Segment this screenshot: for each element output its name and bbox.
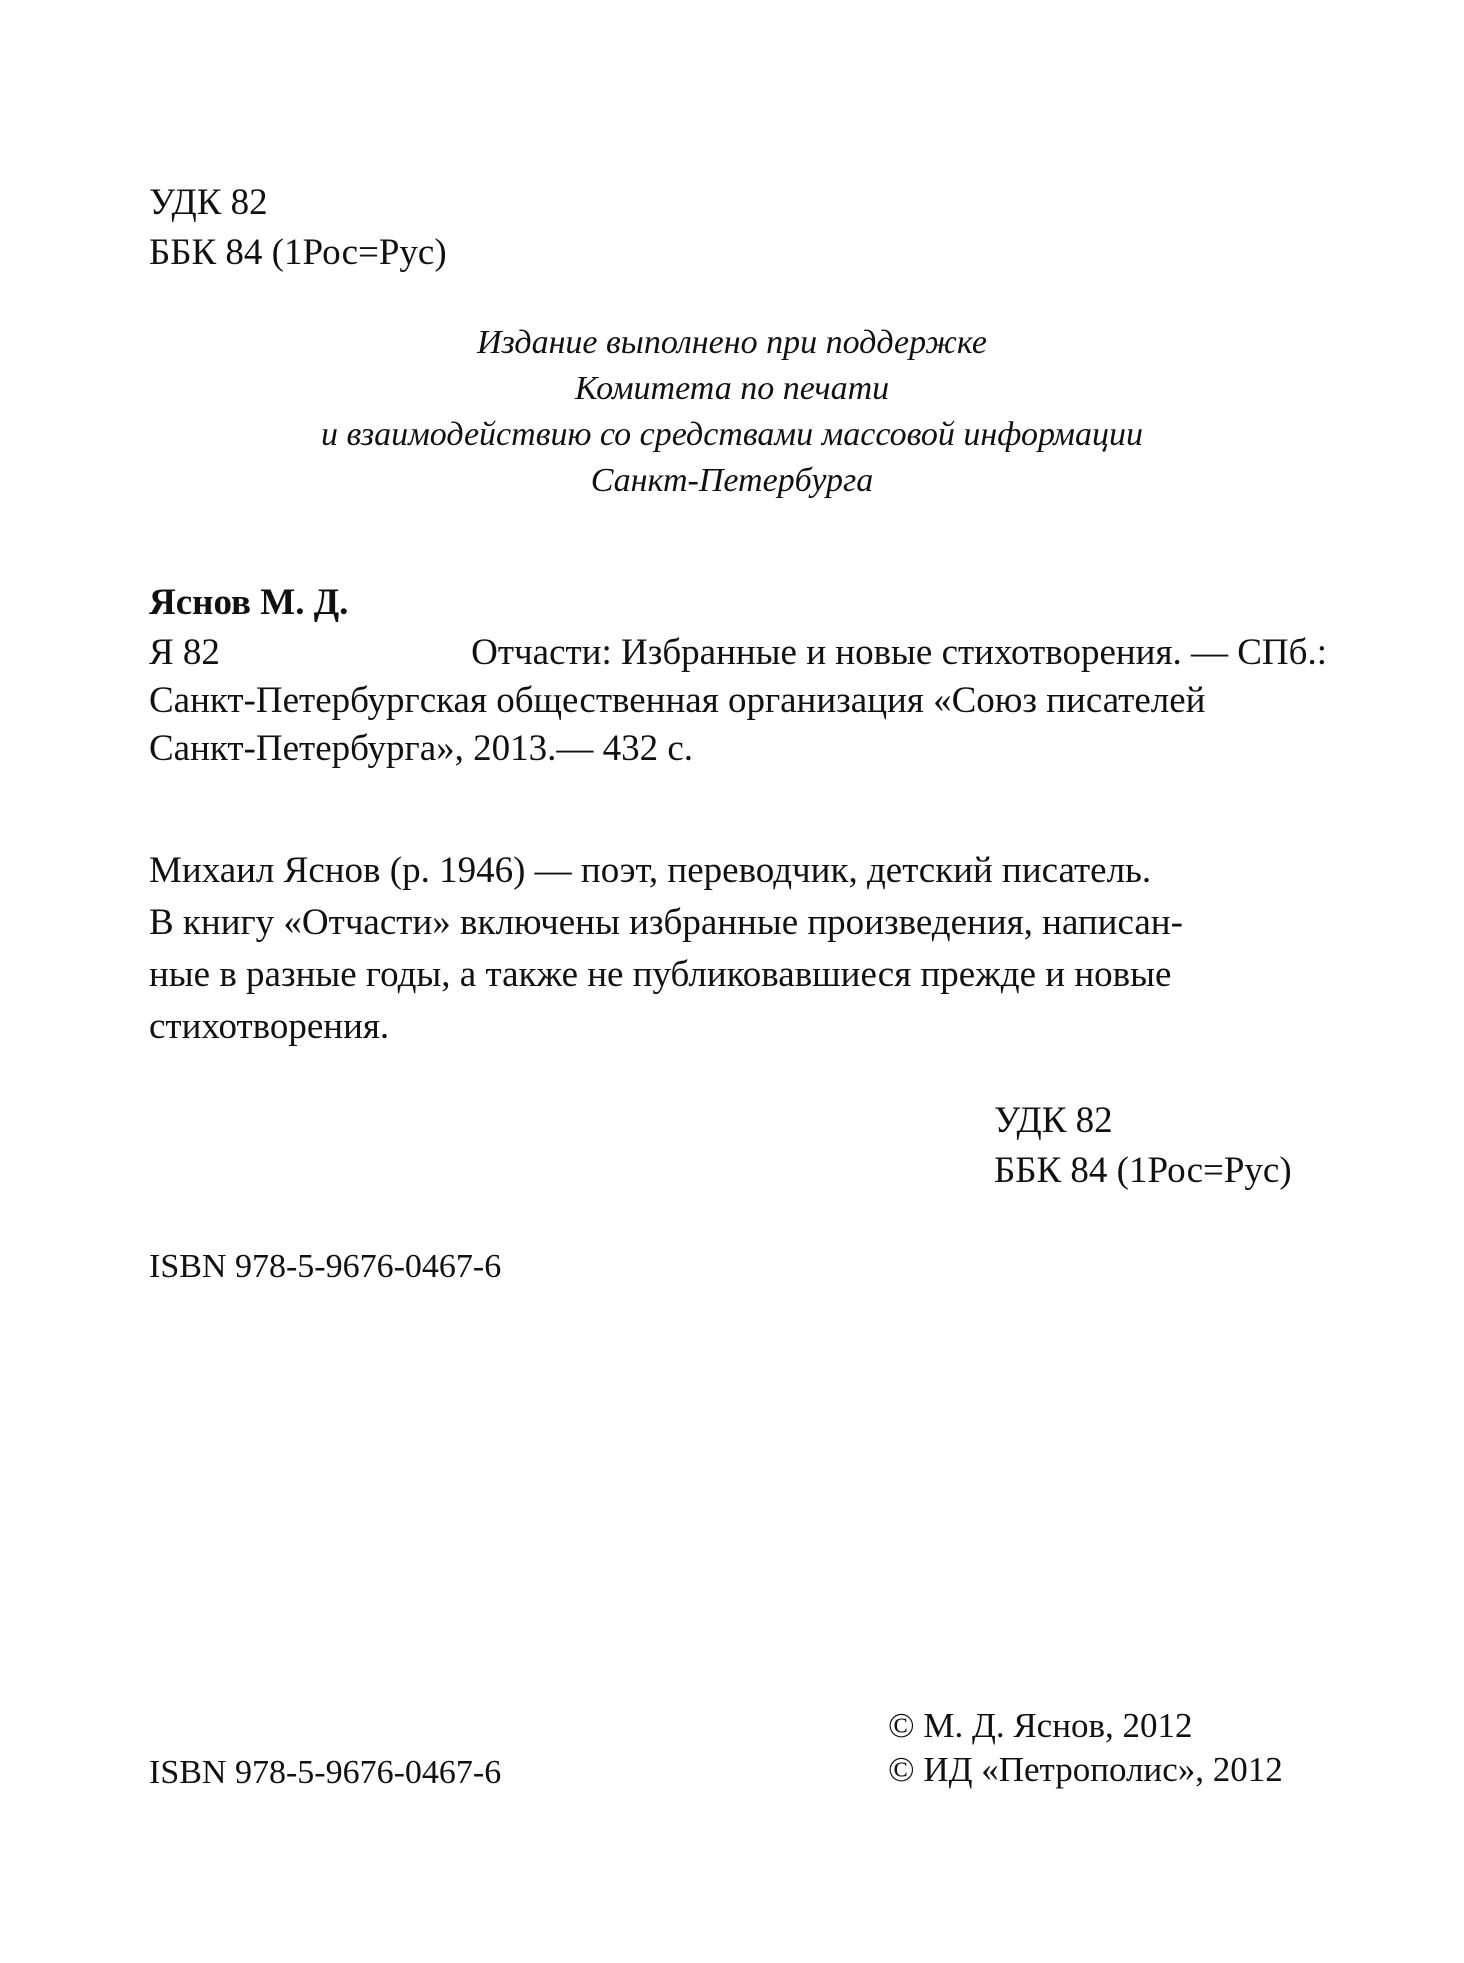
author-heading: Яснов М. Д. [149,582,349,623]
call-number: Я 82 [149,632,220,673]
isbn-footer: ISBN 978-5-9676-0467-6 [149,1754,502,1791]
bbk-top: ББК 84 (1Рос=Рус) [149,232,447,273]
title-line: Отчасти: Избранные и новые стихотворения. — СПб.: [471,632,1327,673]
annotation-line-3: ные в разные годы, а также не публиковавшиеся прежде и новые [149,954,1172,995]
publisher-line-2: Санкт-Петербурга», 2013.— 432 с. [149,728,694,769]
publisher-line-1: Санкт-Петербургская общественная организация «Союз писателей [149,680,1206,721]
annotation-line-1: Михаил Яснов (р. 1946) — поэт, переводчик, детский писатель. [149,850,1152,891]
support-notice-line-2: Комитета по печати [574,370,890,407]
copyright-publisher: © ИД «Петрополис», 2012 [888,1750,1283,1789]
annotation-line-2: В книгу «Отчасти» включены избранные произведения, написан- [149,902,1183,943]
udk-top: УДК 82 [149,182,268,223]
support-notice-line-1: Издание выполнено при поддержке [477,324,987,361]
isbn-middle: ISBN 978-5-9676-0467-6 [149,1248,502,1285]
title-row [149,634,1327,671]
copyright-author: © М. Д. Яснов, 2012 [888,1706,1193,1745]
support-notice-line-4: Санкт-Петербурга [590,462,874,499]
annotation-line-4: стихотворения. [149,1006,390,1047]
support-notice-line-3: и взаимодействию со средствами массовой информации [321,416,1143,453]
udk-bottom: УДК 82 [994,1100,1113,1141]
bbk-bottom: ББК 84 (1Рос=Рус) [994,1150,1292,1191]
